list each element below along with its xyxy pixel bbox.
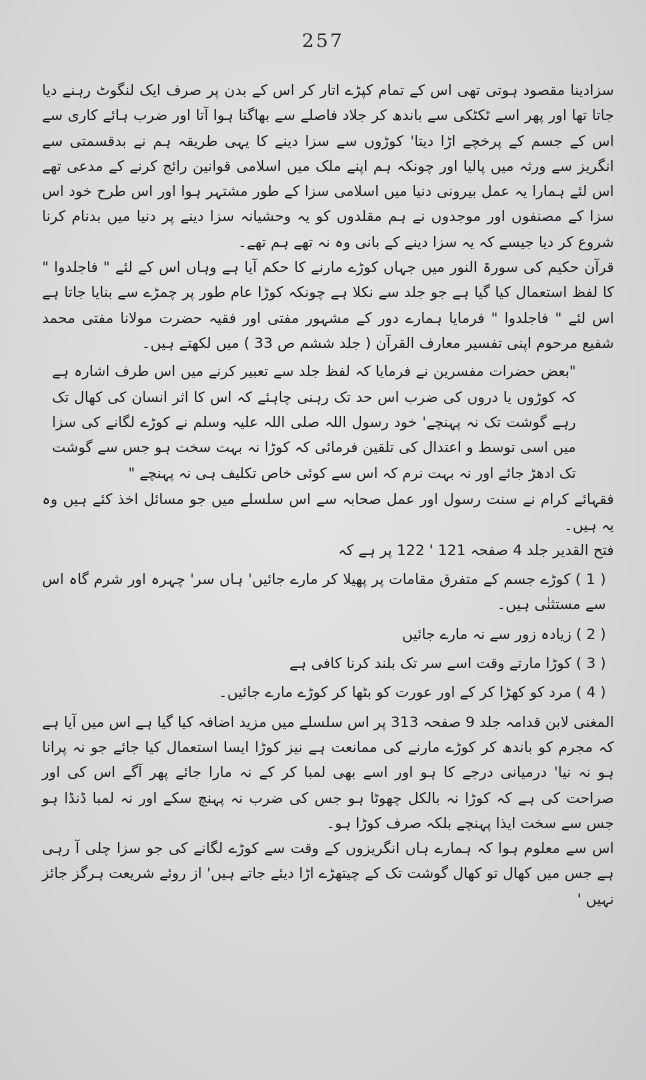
rule-item-1: ( 1 ) کوڑے جسم کے متفرق مقامات پر پھیلا کر مارے جائیں' ہاں سر' چہرہ اور شرم گاہ اس سے مستثنٰی ہیں۔ bbox=[42, 571, 606, 614]
paragraph-jurists: فقہائے کرام نے سنت رسول اور عمل صحابہ سے اس سلسلے میں جو مسائل اخذ کئے ہیں وہ یہ ہیں۔ bbox=[42, 491, 614, 534]
paragraph-fath-al-qadir: فتح القدیر جلد 4 صفحہ 121 ' 122 پر ہے کہ bbox=[338, 541, 614, 559]
page-number: 257 bbox=[301, 30, 345, 52]
paragraph-al-mughni: المغنی لابن قدامہ جلد 9 صفحہ 313 پر اس سلسلے میں مزید اضافہ کیا گیا ہے اس میں آیا ہے کہ مجرم کو باندھ کر کوڑے مارنے کی ممانعت ہے نیز کوڑا ایسا استعمال کیا جائے جو نہ پرانا ہو نہ نیا' درمیانی درجے کا ہو اور اسے بھی لمبا کر کے نہ مارا جائے پھر آگے اس کی اور صراحت کی ہے کہ کوڑا نہ بالکل چھوٹا ہو جس کی ضرب نہ پہنچ سکے اور نہ لمبا ڈنڈا ہو جس سے سخت ایذا پہنچے بلکہ صرف کوڑا ہو۔ bbox=[41, 713, 614, 832]
rule-item-3: ( 3 ) کوڑا مارتے وقت اسے سر تک بلند کرنا کافی ہے bbox=[289, 655, 606, 673]
page-body bbox=[42, 78, 614, 912]
paragraph-conclusion: اس سے معلوم ہوا کہ ہمارے ہاں انگریزوں کے وقت سے کوڑے لگانے کی جو سزا چلی آ رہی ہے جس میں کھال تو کھال گوشت تک کے چیتھڑے اڑا دیئے جاتے ہیں' از روئے شریعت ہرگز جائز نہیں ' bbox=[42, 840, 614, 908]
rule-item-4: ( 4 ) مرد کو کھڑا کر کے اور عورت کو بٹھا کر کوڑے مارے جائیں۔ bbox=[218, 684, 606, 702]
rules-list bbox=[42, 567, 614, 705]
tafsir-quote: "بعض حضرات مفسرین نے فرمایا کہ لفظ جلد سے تعبیر کرنے میں اس طرف اشارہ ہے کہ کوڑوں یا دروں کی ضرب اس حد تک رہنی چاہئے کہ اس کا اثر انسان کی کھال تک رہے گوشت تک نہ پہنچے' خود رسول اللہ صلی اللہ علیہ وسلم نے کوڑے لگانے کی سزا میں اسی توسط و اعتدال کی تلقین فرمائی کہ کوڑا نہ بہت سخت ہو جس سے گوشت تک ادھڑ جائے اور نہ بہت نرم کہ اس سے کوئی خاص تکلیف ہی نہ پہنچے " bbox=[52, 364, 576, 482]
paragraph-quran-reference: قرآن حکیم کی سورۃ النور میں جہاں کوڑے مارنے کا حکم آیا ہے وہاں اس کے لئے " فاجلدوا " کا لفظ استعمال کیا گیا ہے جو جلد سے نکلا ہے چونکہ کوڑا عام طور پر چمڑے سے بنایا جاتا ہے اس لئے " فاجلدوا " فرمایا ہمارے دور کے مشہور مفتی اور فقیہ حضرت مولانا مفتی محمد شفیع مرحوم اپنی تفسیر معارف القرآن ( جلد ششم ص 33 ) میں لکھتے ہیں۔ bbox=[42, 259, 614, 352]
rule-item-2: ( 2 ) زیادہ زور سے نہ مارے جائیں bbox=[402, 625, 606, 643]
paragraph-punishment-history: سزادینا مقصود ہوتی تھی اس کے تمام کپڑے اتار کر اس کے بدن پر صرف ایک لنگوٹ رہنے دیا جاتا تھا اور پھر اسے ٹکٹکی سے باندھ کر جلاد فاصلے سے بھاگتا ہوا آتا اور ضرب ہائے کاری سے اس کے جسم کے پرخچے اڑا دیتا' کوڑوں سے سزا دینے کا یہی طریقہ ہم نے بدقسمتی سے انگریز سے ورثہ میں پالیا اور چونکہ ہم اپنے ملک میں اسلامی قوانین رائج کرنے کے مدعی تھے اس لئے ہمارا یہ عمل بیرونی دنیا میں اسلامی سزا کے طور مشتہر ہوا اور اس طرح خود اس سزا کے مصنفوں اور موجدوں نے ہم مقلدوں کو یہ وحشیانہ سزا دینے پر دنیا میں بدنام کرنا شروع کر دیا جیسے کہ یہ سزا دینے کے بانی وہ نہ تھے ہم تھے۔ bbox=[42, 82, 614, 251]
